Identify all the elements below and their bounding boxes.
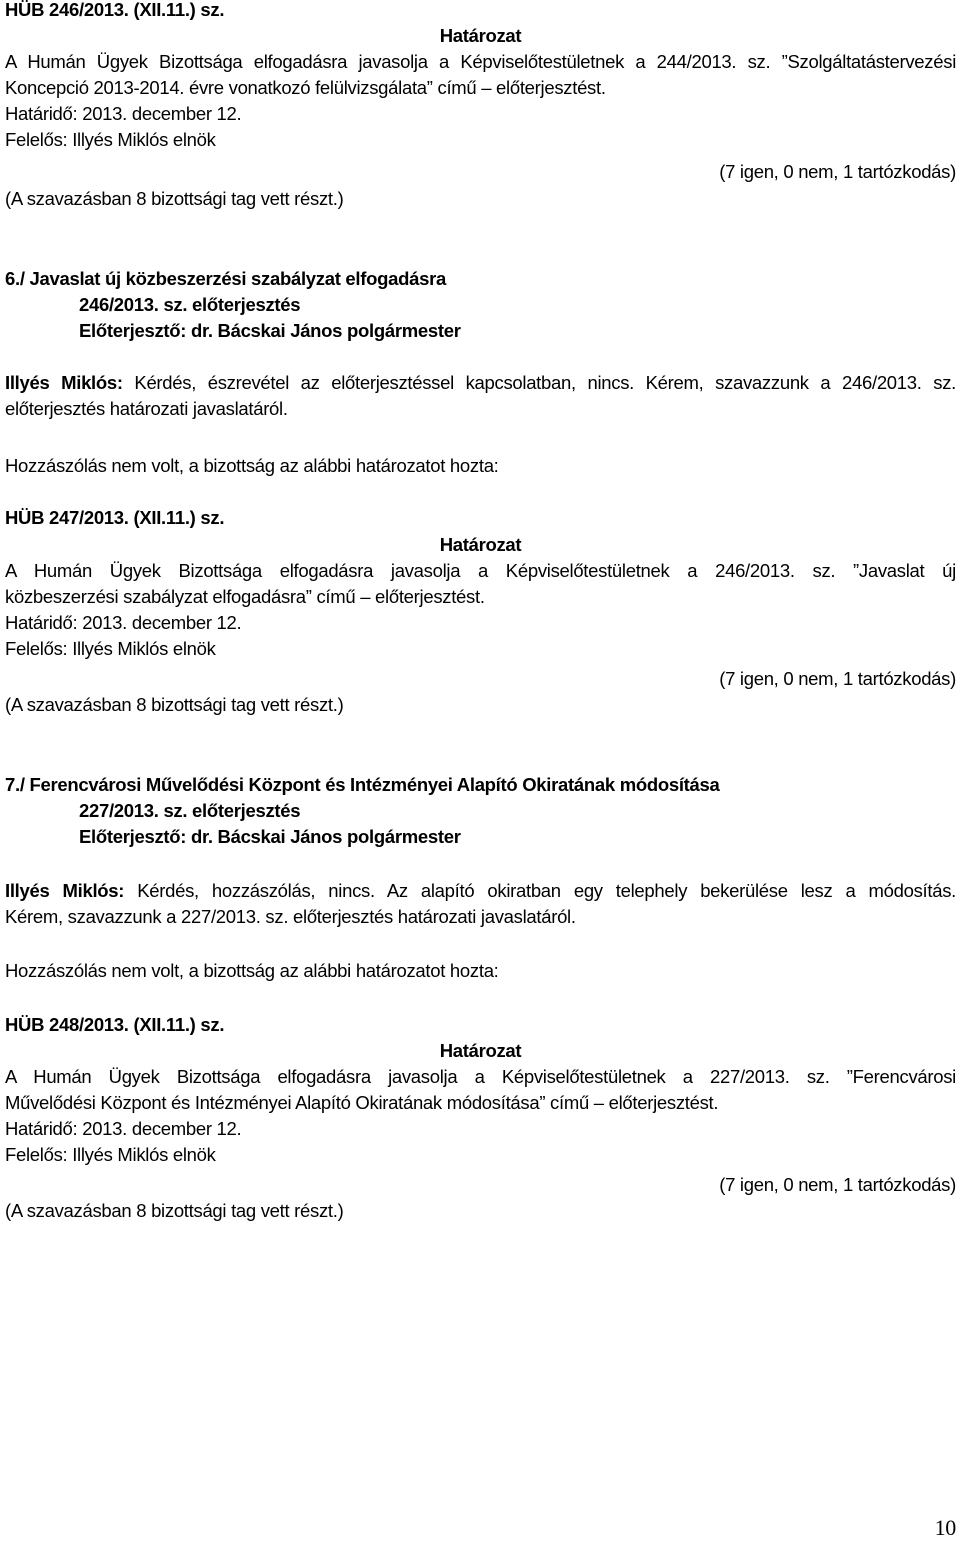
resolution-heading: Határozat <box>439 25 522 46</box>
resolution-text-line: Művelődési Központ és Intézményei Alapító Okiratának módosítása” című – előterjesztést. <box>5 1092 719 1113</box>
resolution-heading: Határozat <box>439 534 522 555</box>
speech-line <box>5 370 956 396</box>
speech-line <box>5 878 956 904</box>
agenda-item-title: 7./ Ferencvárosi Művelődési Központ és Intézményei Alapító Okiratának módosítása <box>5 774 720 795</box>
participation-note: (A szavazásban 8 bizottsági tag vett részt.) <box>5 188 344 209</box>
vote-result: (7 igen, 0 nem, 1 tartózkodás) <box>719 1174 956 1195</box>
responsible: Felelős: Illyés Miklós elnök <box>5 638 216 659</box>
deadline: Határidő: 2013. december 12. <box>5 612 242 633</box>
deadline: Határidő: 2013. december 12. <box>5 103 242 124</box>
no-comment-note: Hozzászólás nem volt, a bizottság az alábbi határozatot hozta: <box>5 960 499 981</box>
speech-text: Kérdés, hozzászólás, nincs. Az alapító okiratban egy telephely bekerülése lesz a módosítás. <box>137 880 956 901</box>
vote-result: (7 igen, 0 nem, 1 tartózkodás) <box>719 161 956 182</box>
speech-text: Kérdés, észrevétel az előterjesztéssel kapcsolatban, nincs. Kérem, szavazzunk a 246/2013. sz. <box>134 372 956 393</box>
resolution-text-line: A Humán Ügyek Bizottsága elfogadásra javasolja a Képviselőtestületnek a 246/2013. sz. ”Javaslat új <box>5 560 956 581</box>
speech-line: előterjesztés határozati javaslatáról. <box>5 398 288 419</box>
responsible: Felelős: Illyés Miklós elnök <box>5 1144 216 1165</box>
resolution-ref: HÜB 247/2013. (XII.11.) sz. <box>5 507 225 528</box>
resolution-ref: HÜB 248/2013. (XII.11.) sz. <box>5 1014 225 1035</box>
speaker-name: Illyés Miklós: <box>5 880 125 901</box>
resolution-ref: HÜB 246/2013. (XII.11.) sz. <box>5 0 225 20</box>
agenda-item-presenter: Előterjesztő: dr. Bácskai János polgármester <box>79 826 461 847</box>
deadline: Határidő: 2013. december 12. <box>5 1118 242 1139</box>
resolution-text-line: közbeszerzési szabályzat elfogadásra” című – előterjesztést. <box>5 586 485 607</box>
agenda-item-presenter: Előterjesztő: dr. Bácskai János polgármester <box>79 320 461 341</box>
agenda-item-title: 6./ Javaslat új közbeszerzési szabályzat elfogadásra <box>5 268 446 289</box>
resolution-text-line: A Humán Ügyek Bizottsága elfogadásra javasolja a Képviselőtestületnek a 227/2013. sz. ”Ferencvárosi <box>5 1066 956 1087</box>
resolution-text-line: A Humán Ügyek Bizottsága elfogadásra javasolja a Képviselőtestületnek a 244/2013. sz. ”Szolgáltatástervezési <box>5 51 956 72</box>
no-comment-note: Hozzászólás nem volt, a bizottság az alábbi határozatot hozta: <box>5 455 499 476</box>
vote-result: (7 igen, 0 nem, 1 tartózkodás) <box>719 668 956 689</box>
responsible: Felelős: Illyés Miklós elnök <box>5 129 216 150</box>
agenda-item-doc: 246/2013. sz. előterjesztés <box>79 294 301 315</box>
agenda-item-doc: 227/2013. sz. előterjesztés <box>79 800 301 821</box>
speaker-name: Illyés Miklós: <box>5 372 123 393</box>
resolution-heading: Határozat <box>439 1040 522 1061</box>
participation-note: (A szavazásban 8 bizottsági tag vett részt.) <box>5 694 344 715</box>
speech-line: Kérem, szavazzunk a 227/2013. sz. előterjesztés határozati javaslatáról. <box>5 906 576 927</box>
participation-note: (A szavazásban 8 bizottsági tag vett részt.) <box>5 1200 344 1221</box>
page-number: 10 <box>934 1515 956 1540</box>
resolution-text-line: Koncepció 2013-2014. évre vonatkozó felülvizsgálata” című – előterjesztést. <box>5 77 606 98</box>
